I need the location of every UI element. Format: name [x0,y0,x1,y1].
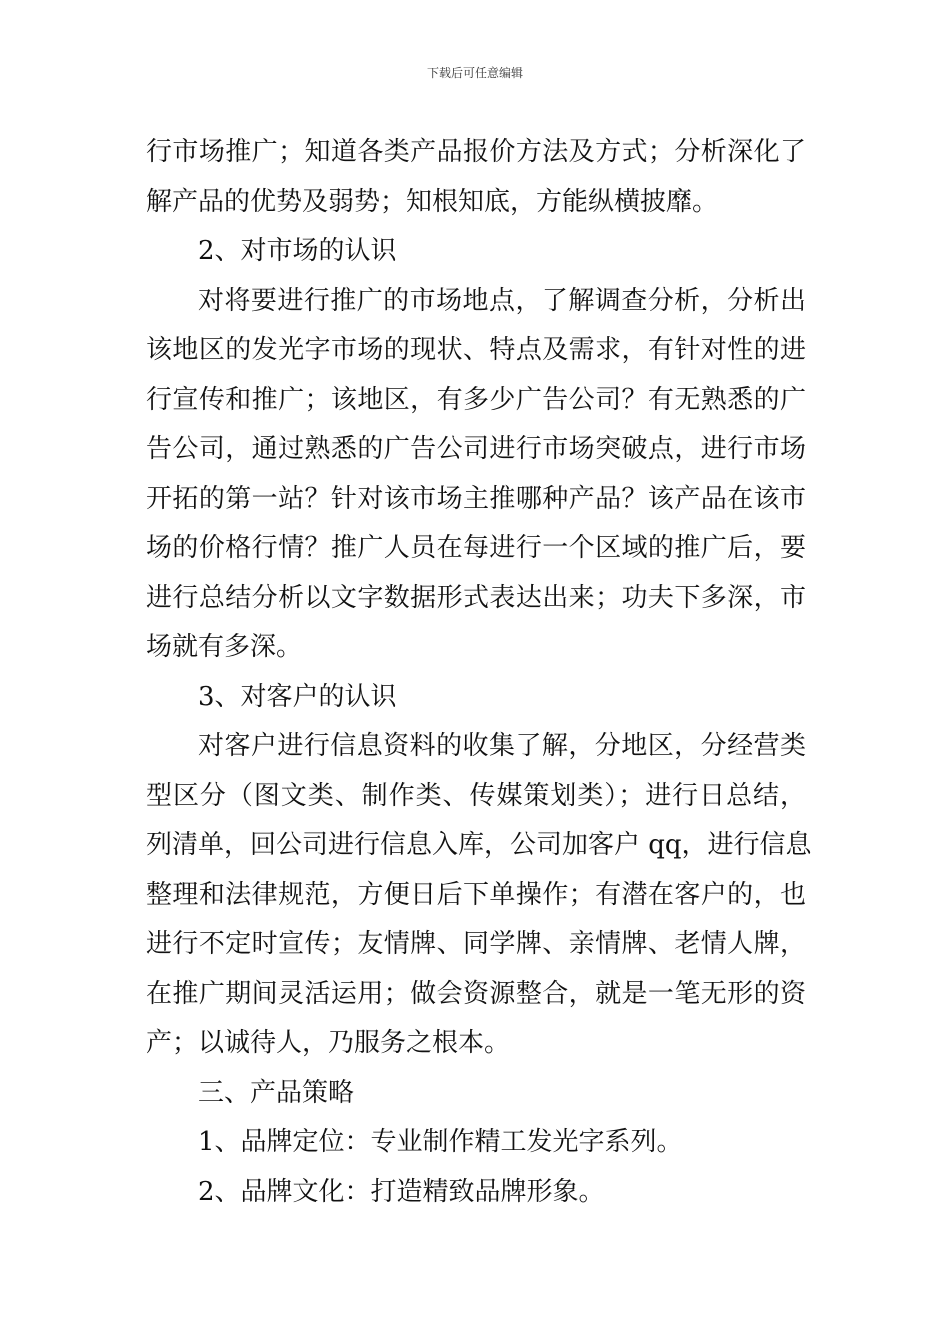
text-line: 进行不定时宣传；友情牌、同学牌、亲情牌、老情人牌， [146,929,806,959]
text-line: 行宣传和推广；该地区，有多少广告公司？有无熟悉的广 [146,384,806,415]
text-line: 场就有多深。 [146,632,303,662]
section-heading: 3、对客户的认识 [198,681,397,712]
text-line: 型区分（图文类、制作类、传媒策划类）；进行日总结， [146,780,806,811]
section-heading: 2、对市场的认识 [198,236,397,266]
text-line: 场的价格行情？推广人员在每进行一个区域的推广后，要 [146,533,806,563]
text-line: 对将要进行推广的市场地点，了解调查分析，分析出 [198,285,806,316]
text-line: 产；以诚待人，乃服务之根本。 [146,1028,511,1058]
text-line: 解产品的优势及弱势；知根知底，方能纵横披靡。 [146,186,719,217]
text-line: 该地区的发光字市场的现状、特点及需求，有针对性的进 [146,335,806,365]
text-line: 对客户进行信息资料的收集了解，分地区，分经营类 [198,731,806,761]
document-body [146,128,812,1217]
text-line: 整理和法律规范，方便日后下单操作；有潜在客户的，也 [146,879,806,910]
list-item: 1、品牌定位：专业制作精工发光字系列。 [198,1127,683,1157]
text-line: 行市场推广；知道各类产品报价方法及方式；分析深化了 [146,137,806,167]
page-header-note: 下载后可任意编辑 [426,66,523,80]
section-heading: 三、产品策略 [198,1077,355,1108]
text-line: 进行总结分析以文字数据形式表达出来；功夫下多深，市 [146,582,806,613]
text-line: 告公司，通过熟悉的广告公司进行市场突破点，进行市场 [146,434,806,464]
list-item: 2、品牌文化：打造精致品牌形象。 [198,1176,605,1207]
text-line: 在推广期间灵活运用；做会资源整合，就是一笔无形的资 [146,978,806,1009]
text-line: 开拓的第一站？针对该市场主推哪种产品？该产品在该市 [146,483,806,514]
text-line: 列清单，回公司进行信息入库，公司加客户 qq，进行信息 [146,830,812,860]
